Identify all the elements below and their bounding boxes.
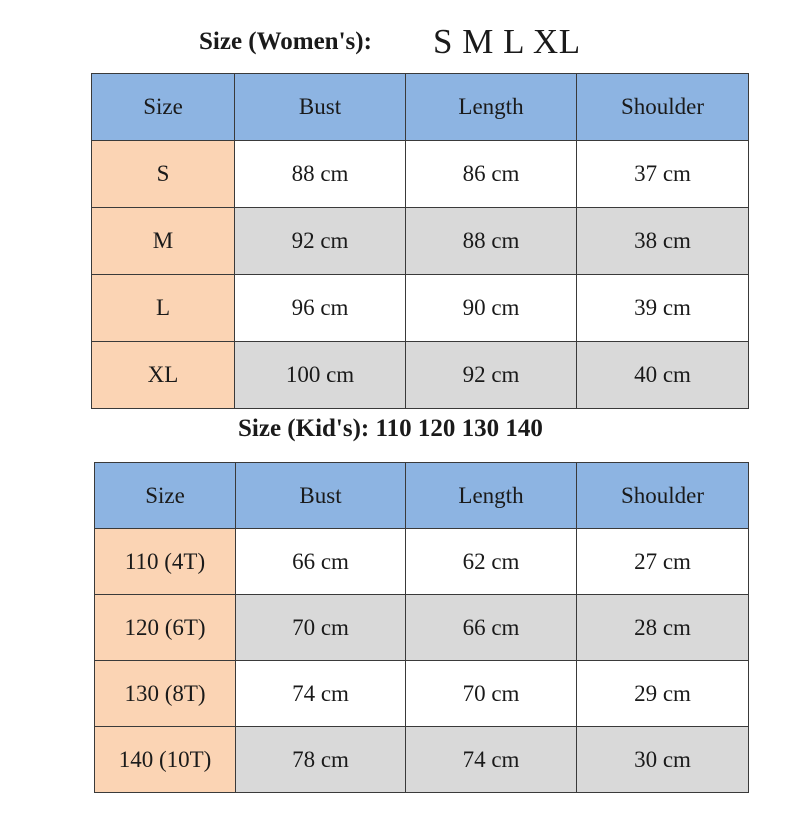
- column-header-bust: Bust: [235, 74, 406, 141]
- shoulder-cell: 28 cm: [577, 595, 749, 661]
- length-cell: 62 cm: [406, 529, 577, 595]
- length-cell: 74 cm: [406, 727, 577, 793]
- bust-cell: 100 cm: [235, 342, 406, 409]
- kids-size-table: [94, 462, 749, 793]
- women-size-table: [91, 73, 749, 409]
- column-header-shoulder: Shoulder: [577, 74, 749, 141]
- shoulder-cell: 30 cm: [577, 727, 749, 793]
- table-row: [95, 595, 749, 661]
- size-cell: XL: [92, 342, 235, 409]
- table-row: [95, 529, 749, 595]
- women-title-label: Size (Women's):: [199, 28, 372, 55]
- bust-cell: 66 cm: [236, 529, 406, 595]
- column-header-size: Size: [92, 74, 235, 141]
- bust-cell: 88 cm: [235, 141, 406, 208]
- length-cell: 86 cm: [406, 141, 577, 208]
- shoulder-cell: 40 cm: [577, 342, 749, 409]
- bust-cell: 96 cm: [235, 275, 406, 342]
- table-row: [95, 727, 749, 793]
- size-cell: 130 (8T): [95, 661, 236, 727]
- shoulder-cell: 29 cm: [577, 661, 749, 727]
- table-row: [92, 141, 749, 208]
- column-header-shoulder: Shoulder: [577, 463, 749, 529]
- table-row: [95, 661, 749, 727]
- table-row: [92, 208, 749, 275]
- length-cell: 90 cm: [406, 275, 577, 342]
- length-cell: 88 cm: [406, 208, 577, 275]
- size-cell: 110 (4T): [95, 529, 236, 595]
- shoulder-cell: 39 cm: [577, 275, 749, 342]
- shoulder-cell: 27 cm: [577, 529, 749, 595]
- table-row: [92, 275, 749, 342]
- size-cell: L: [92, 275, 235, 342]
- women-size-title: [0, 20, 807, 70]
- shoulder-cell: 37 cm: [577, 141, 749, 208]
- size-cell: S: [92, 141, 235, 208]
- bust-cell: 92 cm: [235, 208, 406, 275]
- women-title-sizes: S M L XL: [433, 22, 581, 61]
- column-header-length: Length: [406, 463, 577, 529]
- table-row: [92, 342, 749, 409]
- column-header-length: Length: [406, 74, 577, 141]
- bust-cell: 70 cm: [236, 595, 406, 661]
- size-cell: M: [92, 208, 235, 275]
- bust-cell: 74 cm: [236, 661, 406, 727]
- shoulder-cell: 38 cm: [577, 208, 749, 275]
- bust-cell: 78 cm: [236, 727, 406, 793]
- kids-title-label: Size (Kid's): 110 120 130 140: [238, 415, 543, 442]
- kids-size-title: [0, 415, 807, 449]
- table-header-row: [95, 463, 749, 529]
- length-cell: 66 cm: [406, 595, 577, 661]
- table-header-row: [92, 74, 749, 141]
- length-cell: 92 cm: [406, 342, 577, 409]
- column-header-size: Size: [95, 463, 236, 529]
- column-header-bust: Bust: [236, 463, 406, 529]
- length-cell: 70 cm: [406, 661, 577, 727]
- size-cell: 140 (10T): [95, 727, 236, 793]
- size-cell: 120 (6T): [95, 595, 236, 661]
